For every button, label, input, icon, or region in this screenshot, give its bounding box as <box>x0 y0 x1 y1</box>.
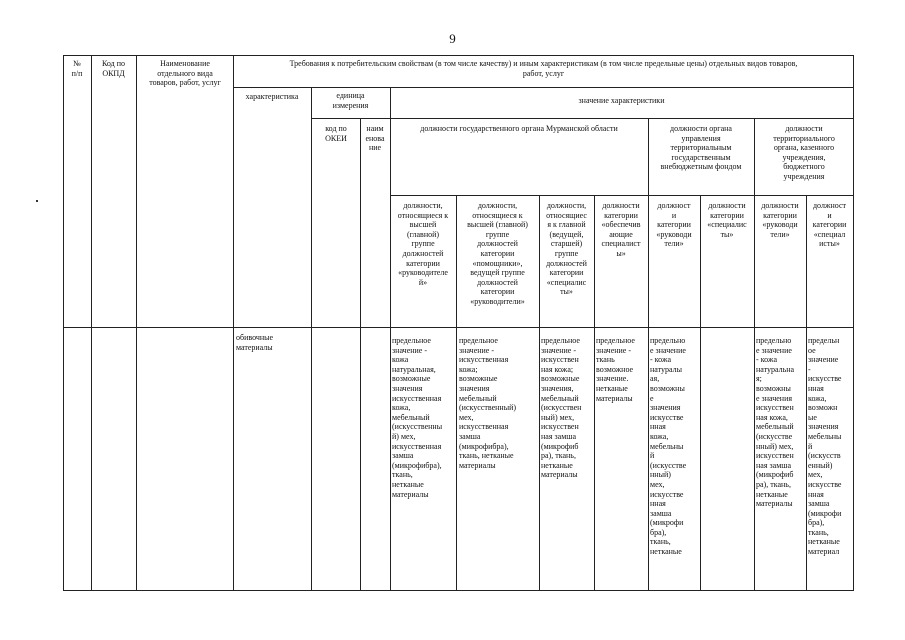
header-sub-3: должности, относящиес я к главной (ведущей, старшей) группе должностей категории «специалис ты» <box>546 201 587 297</box>
row-line <box>63 327 853 328</box>
col-line <box>700 195 701 590</box>
row-line <box>390 195 853 196</box>
row-value-2: предельное значение - искусственная кожа; возможные значения мебельный (искусственный) мех, искусственная замша (микрофибра), ткань, нетканые материалы <box>459 336 517 470</box>
col-line <box>648 118 649 590</box>
page-number: 9 <box>449 31 456 46</box>
header-sub-1: должности, относящиеся к высшей (главной) группе должностей категории «руководителе й» <box>397 201 449 287</box>
table-border-top <box>63 55 853 56</box>
header-unit: единица измерения <box>332 91 369 110</box>
col-line <box>806 195 807 590</box>
row-line <box>233 87 853 88</box>
row-line <box>311 118 390 119</box>
row-value-3: предельное значение - искусствен ная кожа; возможные значения, мебельный (искусствен ный) мех, искусствен ная замша (микрофиб ра), ткань, нетканые материалы <box>541 336 582 480</box>
header-unit-name: наим енова ние <box>365 124 385 153</box>
header-requirements: Требования к потребительским свойствам (в том числе качеству) и иным характеристикам (в том числе предельные цены) отдельных видов товаров, работ, услуг <box>289 59 798 78</box>
table-border-left <box>63 55 64 590</box>
header-sub-7: должности категории «руководи тели» <box>761 201 799 239</box>
header-okpd: Код по ОКПД <box>101 59 126 78</box>
header-group-inst: должности территориального органа, казенного учреждения, бюджетного учреждения <box>773 124 835 181</box>
row-value-1: предельное значение - кожа натуральная, возможные значения искусственная кожа, мебельный (искусственны й) мех, искусственная замша (микрофибра), ткань, нетканые материалы <box>392 336 443 499</box>
row-characteristic: обивочные материалы <box>236 333 274 352</box>
header-group-gov: должности государственного органа Мурманской области <box>420 124 618 133</box>
col-line <box>390 87 391 590</box>
col-line <box>91 55 92 590</box>
row-value-4: предельное значение - ткань возможное значение. нетканые материалы <box>596 336 635 403</box>
row-line <box>390 118 853 119</box>
row-value-8: предельн ое значение - искусстве нная кожа, возможн ые значения мебельны й (искусств енный) мех, искусстве нная замша (микрофи бра), ткань, нетканые материал <box>808 336 842 557</box>
header-sub-5: должност и категории «руководи тели» <box>656 201 692 249</box>
header-sub-4: должности категории «обеспечив ающие специалист ы» <box>601 201 641 258</box>
header-value: значение характеристики <box>578 96 665 105</box>
table-border-bottom <box>63 590 853 591</box>
header-group-fund: должности органа управления территориальным государственным внебюджетным фондом <box>660 124 742 172</box>
row-value-5: предельно е значение - кожа натуралы ая, возможны е значения искусстве нная кожа, мебельны й (искусстве нный) мех, искусстве нная замша (микрофи бра), ткань, нетканые <box>650 336 687 557</box>
col-line <box>136 55 137 590</box>
col-line <box>233 55 234 590</box>
col-line <box>360 118 361 590</box>
scan-mark <box>36 200 38 202</box>
requirements-table <box>63 55 853 590</box>
col-line <box>754 118 755 590</box>
col-line <box>311 87 312 590</box>
header-sub-2: должности, относящиеся к высшей (главной) группе должностей категории «помощники», ведущей группе должностей категории «руководители» <box>467 201 528 306</box>
row-value-7: предельно е значение - кожа натуральна я; возможны е значения искусствен ная кожа, мебельный (искусстве нный) мех, искусствен ная замша (микрофиб ра), ткань, нетканые материалы <box>756 336 795 509</box>
header-name: Наименование отдельного вида товаров, работ, услуг <box>149 59 221 88</box>
header-number: № п/п <box>71 59 83 78</box>
header-sub-6: должности категории «специалис ты» <box>707 201 747 239</box>
header-okei-code: код по ОКЕИ <box>325 124 347 143</box>
header-sub-8: должност и категории «специал исты» <box>812 201 847 249</box>
table-border-right <box>853 55 854 591</box>
header-characteristic: характеристика <box>245 92 299 101</box>
